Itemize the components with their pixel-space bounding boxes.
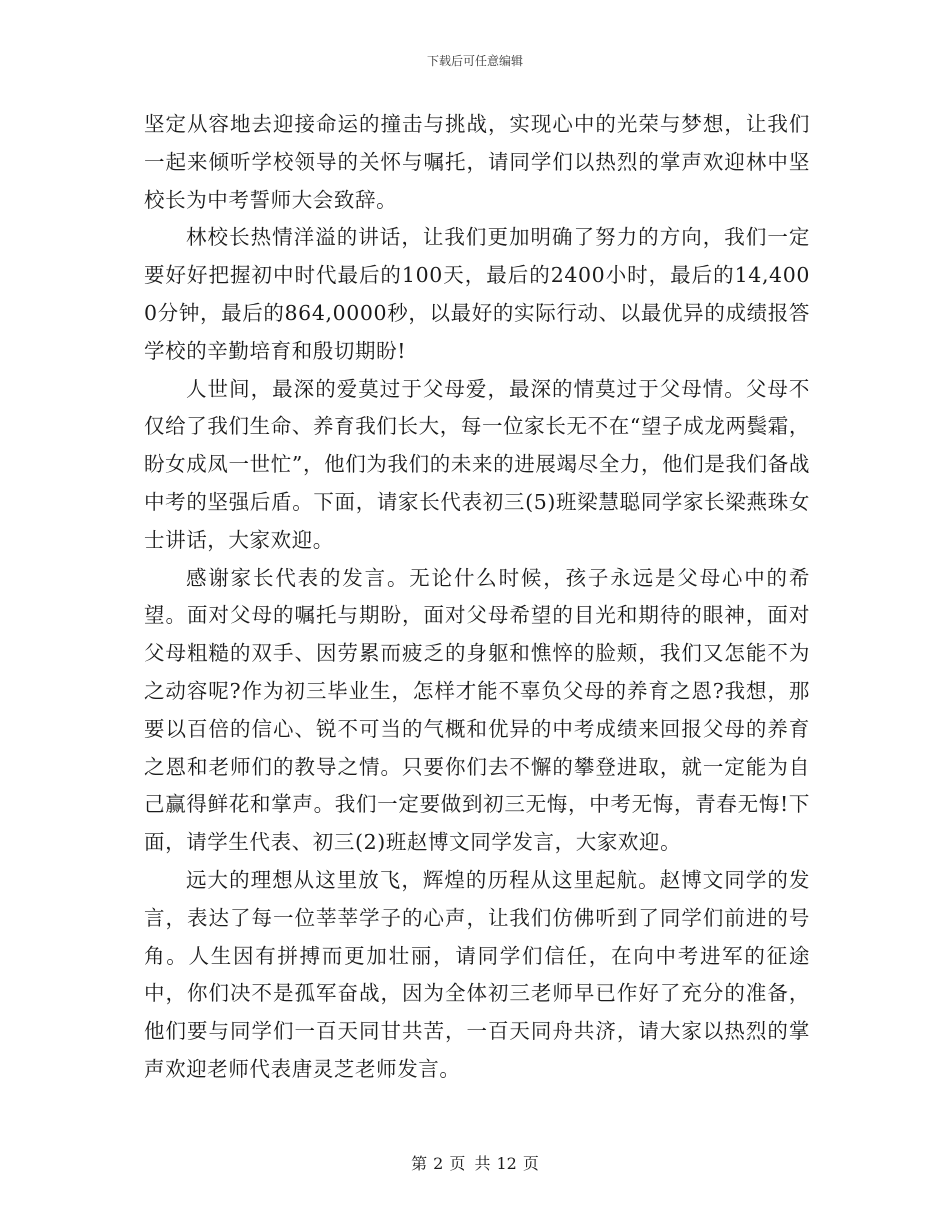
paragraph-1: 坚定从容地去迎接命运的撞击与挑战，实现心中的光荣与梦想，让我们一起来倾听学校领导的关怀与嘱托，请同学们以热烈的掌声欢迎林中坚校长为中考誓师大会致辞。 [144,112,810,212]
paragraph-5: 远大的理想从这里放飞，辉煌的历程从这里起航。赵博文同学的发言，表达了每一位莘莘学子的心声，让我们仿佛听到了同学们前进的号角。人生因有拼搏而更加壮丽，请同学们信任，在向中考进军的征途中，你们决不是孤军奋战，因为全体初三老师早已作好了充分的准备，他们要与同学们一百天同甘共苦，一百天同舟共济，请大家以热烈的掌声欢迎老师代表唐灵芝老师发言。 [144,867,810,1081]
document-body [144,106,810,1089]
page-total: 12 [496,1154,517,1173]
page-footer [0,1153,950,1175]
page-number: 2 [433,1154,444,1173]
footer-prefix: 第 [411,1154,428,1173]
paragraph-2: 林校长热情洋溢的讲话，让我们更加明确了努力的方向，我们一定要好好把握初中时代最后的100天，最后的2400小时，最后的14,4000分钟，最后的864,0000秒，以最好的实际行动、以最优异的成绩报答学校的辛勤培育和殷切期盼! [144,225,810,363]
paragraph-3: 人世间，最深的爱莫过于父母爱，最深的情莫过于父母情。父母不仅给了我们生命、养育我们长大，每一位家长无不在“望子成龙两鬓霜，盼女成凤一世忙”，他们为我们的未来的进展竭尽全力，他们是我们备战中考的坚强后盾。下面，请家长代表初三(5)班梁慧聪同学家长梁燕珠女士讲话，大家欢迎。 [144,376,810,552]
page-header-note: 下载后可任意编辑 [426,54,523,68]
footer-suffix: 页 [522,1154,539,1173]
paragraph-4: 感谢家长代表的发言。无论什么时候，孩子永远是父母心中的希望。面对父母的嘱托与期盼，面对父母希望的目光和期待的眼神，面对父母粗糙的双手、因劳累而疲乏的身躯和憔悴的脸颊，我们又怎能不为之动容呢?作为初三毕业生，怎样才能不辜负父母的养育之恩?我想，那要以百倍的信心、锐不可当的气概和优异的中考成绩来回报父母的养育之恩和老师们的教导之情。只要你们去不懈的攀登进取，就一定能为自己赢得鲜花和掌声。我们一定要做到初三无悔，中考无悔，青春无悔!下面，请学生代表、初三(2)班赵博文同学发言，大家欢迎。 [144,565,810,855]
footer-middle: 页 共 [449,1154,491,1173]
